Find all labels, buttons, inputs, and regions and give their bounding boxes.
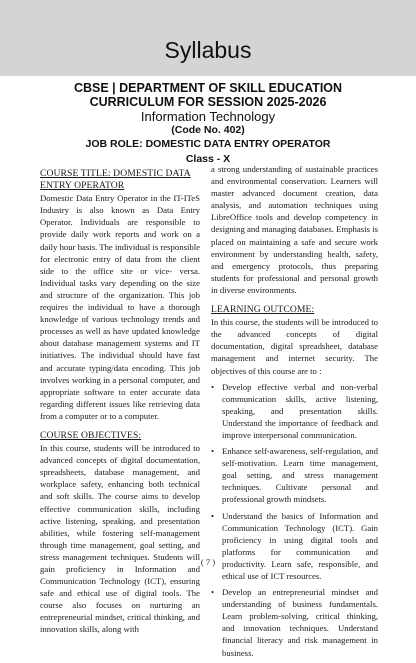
learning-outcome-heading: LEARNING OUTCOME: <box>211 304 315 316</box>
right-column <box>211 163 378 663</box>
subject-code: (Code No. 402) <box>171 124 245 136</box>
syllabus-banner <box>0 0 416 76</box>
list-item: • Enhance self-awareness, self-regulation, and self-motivation. Learn time management, goal setting, and stress management techniques. Cultivate personal and professional growth mindsets. <box>211 445 378 505</box>
list-item: • Develop effective verbal and non-verbal communication skills, active listening, speaking, and presentation skills. Understand the importance of feedback and improve interpersonal communication. <box>211 381 378 441</box>
objectives-heading: COURSE OBJECTIVES: <box>40 429 142 441</box>
learning-outcome-intro: In this course, the students will be introduced to the advanced concepts of digital documentation, digital spreadsheet, database management and internet security. The objectives of this course are to : <box>211 317 378 376</box>
course-title-paragraph: Domestic Data Entry Operator in the IT-ITeS Industry is also known as Data Entry Operator. Individuals are responsible to provide daily work reports and work on a daily hour basis. The individual is responsible for electronic entry of data from the client side to the office site or vice- versa. Individual tasks vary depending on the size and structure of the organization. This job requires the individual to have a thorough knowledge of various technology trends and processes as well as have updated knowledge about database management systems and IT initiatives. The individual should have fast and accurate typing/data encoding. This job involves working in a personal computer, and appropriate software to enter accurate data regarding different issues like retrieving data from a computer or to a computer. <box>40 193 200 421</box>
objectives-paragraph: In this course, students will be introduced to advanced concepts of digital documentation, spreadsheets, database management, and workplace safety, enhancing both technical and soft skills. The course aims to develop effective communication skills, including active listening, speaking, and presentation abilities, while fostering self-management through time management, goal setting, and stress management techniques. Students will gain proficiency in Information and Communication Technology (ICT), ensuring safe and ethical use of digital tools. The course also focuses on nurturing an entrepreneurial mindset, critical thinking, and innovation skills, along with <box>40 443 200 635</box>
list-item: • Understand the basics of Information and Communication Technology (ICT). Gain proficiency in using digital tools and platforms for communication and productivity. Learn safe, responsible, and ethical use of ICT resources. <box>211 510 378 583</box>
class-label: Class - X <box>185 153 231 165</box>
outcome-list <box>211 381 378 659</box>
course-title-heading: COURSE TITLE: DOMESTIC DATA ENTRY OPERATOR <box>40 168 191 192</box>
job-role: JOB ROLE: DOMESTIC DATA ENTRY OPERATOR <box>85 138 331 150</box>
objectives-continued-paragraph: a strong understanding of sustainable practices and environmental conservation. Learners will master advanced document creation, data analysis, and automation techniques using LibreOffice tools and develop competency in designing and managing databases. Emphasis is placed on maintaining a safe and secure work environment by understanding health, safety, and emergency protocols, thus preparing students for professional and personal growth in diverse environments. <box>211 164 378 295</box>
list-item: • Develop an entrepreneurial mindset and understanding of business fundamentals. Learn problem-solving, critical thinking, and innovation techniques. Understand financial literacy and risk management in business. <box>211 586 378 659</box>
page-number: ( 7 ) <box>200 557 216 567</box>
banner-title: Syllabus <box>164 37 252 63</box>
board-line: CBSE | DEPARTMENT OF SKILL EDUCATION <box>73 81 343 95</box>
subject-title: Information Technology <box>140 109 276 124</box>
session-line: CURRICULUM FOR SESSION 2025-2026 <box>89 95 327 109</box>
board-header <box>0 81 416 109</box>
